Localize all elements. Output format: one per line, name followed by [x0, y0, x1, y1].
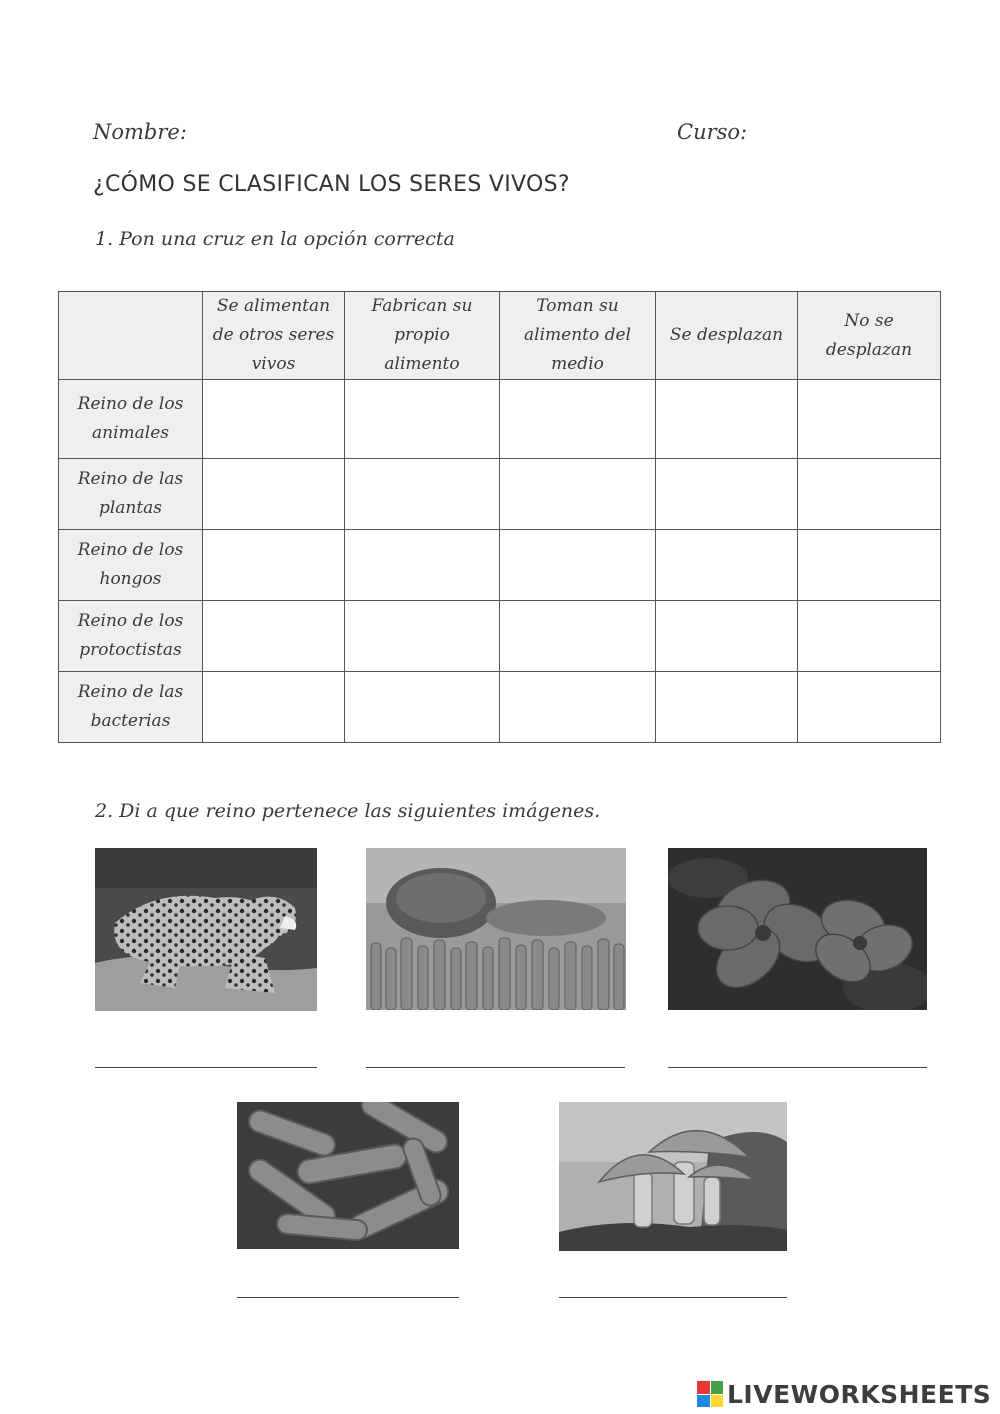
column-header: Fabrican su propio alimento: [345, 292, 500, 380]
answer-cell[interactable]: [798, 601, 941, 672]
answer-cell[interactable]: [500, 380, 656, 459]
answer-cell[interactable]: [798, 380, 941, 459]
answer-line[interactable]: [95, 1067, 317, 1068]
logo-square-green: [711, 1381, 724, 1394]
answer-cell[interactable]: [203, 530, 345, 601]
answer-cell[interactable]: [656, 459, 798, 530]
answer-cell[interactable]: [345, 672, 500, 743]
table-row: [59, 459, 941, 530]
jaguar-image: [95, 848, 317, 1011]
table-row: [59, 601, 941, 672]
answer-cell[interactable]: [500, 672, 656, 743]
logo-badge-icon: [697, 1381, 723, 1407]
answer-cell[interactable]: [500, 601, 656, 672]
column-header: Se alimentan de otros seres vivos: [203, 292, 345, 380]
table-row: [59, 530, 941, 601]
answer-cell[interactable]: [656, 380, 798, 459]
answer-cell[interactable]: [203, 672, 345, 743]
answer-cell[interactable]: [798, 672, 941, 743]
coral-image: [366, 848, 626, 1010]
answer-cell[interactable]: [656, 530, 798, 601]
question-2-instruction: 2. Di a que reino pertenece las siguientes imágenes.: [95, 800, 601, 822]
table-row: [59, 380, 941, 459]
answer-cell[interactable]: [203, 380, 345, 459]
bacteria-image: [237, 1102, 459, 1249]
page-title: ¿CÓMO SE CLASIFICAN LOS SERES VIVOS?: [93, 172, 570, 197]
logo-square-red: [697, 1381, 710, 1394]
question-1-instruction: 1. Pon una cruz en la opción correcta: [95, 228, 455, 250]
row-header: Reino de los animales: [59, 380, 203, 459]
answer-cell[interactable]: [500, 530, 656, 601]
answer-cell[interactable]: [345, 380, 500, 459]
row-header: Reino de las bacterias: [59, 672, 203, 743]
row-header: Reino de los hongos: [59, 530, 203, 601]
answer-line[interactable]: [237, 1297, 459, 1298]
liveworksheets-logo: [697, 1378, 991, 1410]
answer-cell[interactable]: [203, 601, 345, 672]
answer-cell[interactable]: [798, 459, 941, 530]
brand-name: LIVEWORKSHEETS: [727, 1379, 992, 1409]
logo-square-blue: [697, 1395, 710, 1408]
curso-label: Curso:: [677, 120, 748, 144]
hibiscus-image: [668, 848, 927, 1010]
column-header: Se desplazan: [656, 292, 798, 380]
answer-cell[interactable]: [656, 672, 798, 743]
answer-cell[interactable]: [345, 601, 500, 672]
answer-cell[interactable]: [798, 530, 941, 601]
answer-line[interactable]: [559, 1297, 787, 1298]
answer-cell[interactable]: [345, 459, 500, 530]
table-corner-cell: [59, 292, 203, 380]
answer-cell[interactable]: [203, 459, 345, 530]
column-header: Toman su alimento del medio: [500, 292, 656, 380]
column-header: No se desplazan: [798, 292, 941, 380]
answer-cell[interactable]: [345, 530, 500, 601]
row-header: Reino de las plantas: [59, 459, 203, 530]
row-header: Reino de los protoctistas: [59, 601, 203, 672]
classification-table: [58, 291, 941, 743]
answer-line[interactable]: [366, 1067, 625, 1068]
nombre-label: Nombre:: [93, 120, 187, 144]
mushrooms-image: [559, 1102, 787, 1251]
answer-line[interactable]: [668, 1067, 927, 1068]
logo-square-yellow: [711, 1395, 724, 1408]
answer-cell[interactable]: [656, 601, 798, 672]
table-row: [59, 672, 941, 743]
answer-cell[interactable]: [500, 459, 656, 530]
